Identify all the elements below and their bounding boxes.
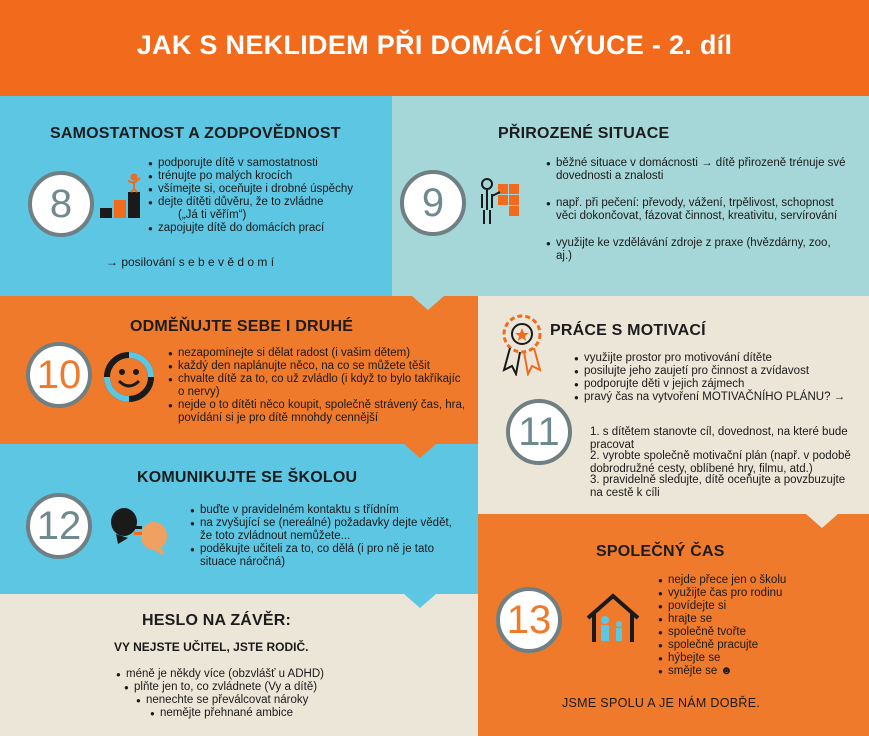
list-item: ● podporujte dítě v samostatnosti (148, 157, 383, 170)
section-8-title: SAMOSTATNOST A ZODPOVĚDNOST (50, 125, 341, 142)
list-item: ● nemějte přehnané ambice (150, 707, 478, 720)
section-10-arrow (404, 444, 436, 458)
family-house-icon (584, 592, 642, 644)
section-8-arrow (372, 118, 392, 150)
list-item: ● nejde o to dítěti něco koupit, společně strávený čas, hra, povídání si je pro dítě mnohdy cennější (168, 399, 468, 425)
motto-subtitle: VY NEJSTE UČITEL, JSTE RODIČ. (114, 640, 309, 654)
list-item: ● poděkujte učiteli za to, co dělá (i pro ně je tato situace náročná) (190, 543, 460, 569)
list-item: ● hrajte se (658, 613, 858, 626)
puzzle-person-icon (478, 176, 522, 226)
list-item: ● využijte prostor pro motivování dítěte (574, 352, 864, 365)
section-12-list (190, 504, 460, 569)
section-10-list (168, 347, 468, 425)
list-item: ● na zvyšující se (nereálné) požadavky dejte vědět, že toto zvládnout nemůžete... (190, 517, 460, 543)
list-item: ● využijte čas pro rodinu (658, 587, 858, 600)
list-item: ● nenechte se převálcovat nároky (136, 694, 478, 707)
motto-title: HESLO NA ZÁVĚR: (142, 612, 292, 629)
section-12-number: 12 (26, 493, 92, 559)
list-item: ● chvalte dítě za to, co už zvládlo (i když to bylo takříkajíc o nervy) (168, 373, 468, 399)
smiley-icon (102, 350, 156, 404)
list-item: ● např. při pečení: převody, vážení, trpělivost, schopnost věci dokončovat, fázovat činnost, kreativitu, servírování (546, 197, 846, 223)
header-banner (0, 0, 869, 96)
section-12-title: KOMUNIKUJTE SE ŠKOLOU (137, 469, 358, 486)
section-9-arrow (412, 296, 444, 310)
list-item: ● běžné situace v domácnosti → dítě přirozeně trénuje své dovednosti a znalosti (546, 157, 846, 183)
award-rosette-icon (498, 312, 546, 376)
list-item: ● buďte v pravidelném kontaktu s třídním (190, 504, 460, 517)
section-10-title: ODMĚŇUJTE SEBE I DRUHÉ (130, 318, 354, 335)
list-item: ● využijte ke vzdělávání zdroje z praxe (hvězdárny, zoo, aj.) (546, 237, 846, 263)
section-11-number: 11 (506, 399, 572, 465)
list-item: ● povídejte si (658, 600, 858, 613)
section-12-arrow (404, 594, 436, 608)
section-8-footer: → posilování s e b e v ě d o m í (106, 255, 275, 269)
section-8-list (148, 157, 383, 235)
list-item: ● podporujte děti v jejich zájmech (574, 378, 864, 391)
list-item: ● nejde přece jen o školu (658, 574, 858, 587)
list-item: ● každý den naplánujte něco, na co se můžete těšit (168, 360, 468, 373)
trust-quote: („Já ti věřím“) (178, 209, 247, 221)
list-item: ● společně tvořte (658, 626, 858, 639)
section-11-list (574, 352, 864, 404)
podium-icon (98, 172, 144, 220)
section-10-number: 10 (26, 342, 92, 408)
section-11-step-1: 1. s dítětem stanovte cíl, dovednost, na které bude pracovat (590, 426, 848, 451)
list-item: ● trénujte po malých krocích (148, 170, 383, 183)
section-13-number: 13 (496, 587, 562, 653)
section-11-arrow (806, 514, 838, 528)
list-item: ● méně je někdy více (obzvlášť u ADHD) (116, 668, 478, 681)
list-item: ● posilujte jeho zaujetí pro činnost a zvídavost (574, 365, 864, 378)
section-9-list (546, 157, 846, 263)
motto-list (0, 668, 478, 720)
list-item: ● dejte dítěti důvěru, že to zvládne („Já ti věřím“) (148, 196, 383, 222)
section-9-number: 9 (400, 170, 466, 236)
list-item: ● hýbejte se (658, 652, 858, 665)
page-title: JAK S NEKLIDEM PŘI DOMÁCÍ VÝUCE - 2. díl (136, 30, 733, 60)
list-item: ● plňte jen to, co zvládnete (Vy a dítě) (124, 681, 478, 694)
section-11-title: PRÁCE S MOTIVACÍ (550, 322, 706, 339)
section-13-list (658, 574, 858, 678)
list-item: ● zapojujte dítě do domácích prací (148, 222, 383, 235)
list-item: ● nezapomínejte si dělat radost (i vašim dětem) (168, 347, 468, 360)
list-item: ● všímejte si, oceňujte i drobné úspěchy (148, 183, 383, 196)
section-9-title: PŘIROZENÉ SITUACE (498, 125, 670, 142)
list-item: ● společně pracujte (658, 639, 858, 652)
list-item: ● pravý čas na vytvoření MOTIVAČNÍHO PLÁNU? → (574, 391, 864, 404)
list-item: ● smějte se ☻ (658, 665, 858, 678)
section-11-step-3: 3. pravidelně sledujte, dítě oceňujte a povzbuzujte na cestě k cíli (590, 474, 846, 499)
talking-heads-icon (106, 504, 174, 556)
section-8-number: 8 (28, 171, 94, 237)
section-13-footer: JSME SPOLU A JE NÁM DOBŘE. (562, 696, 761, 710)
section-11-step-2: 2. vyrobte společně motivační plán (např. v podobě dobrodružné cesty, oblíbené hry, filmu, atd.) (590, 450, 851, 475)
section-13-title: SPOLEČNÝ ČAS (596, 543, 725, 560)
